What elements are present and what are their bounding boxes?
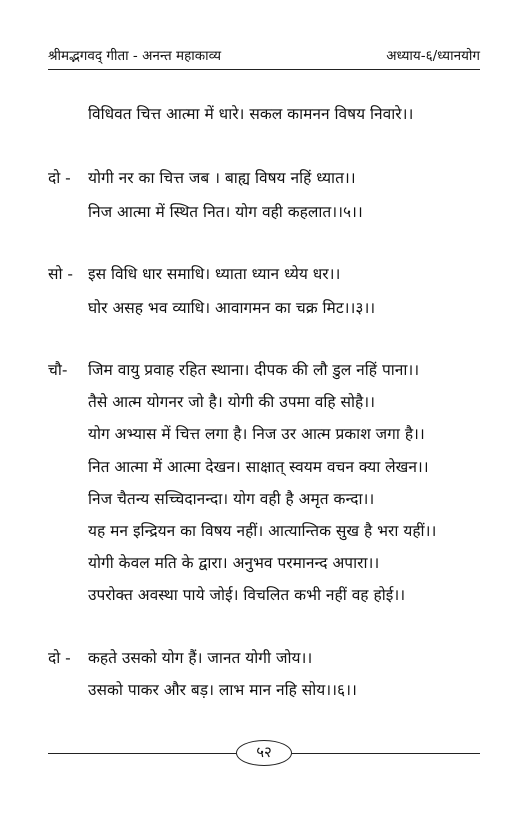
verse-text: निज चैतन्य सच्चिदानन्दा। योग वही है अमृत कन्दा।।	[88, 490, 375, 508]
verse-marker: सो -	[48, 265, 74, 283]
page-footer	[48, 740, 480, 768]
page-number: ५२	[236, 740, 292, 766]
verse-line	[0, 455, 528, 489]
verse-line	[0, 583, 528, 617]
verse-line	[0, 296, 528, 330]
verse-text: घोर असह भव व्याधि। आवागमन का चक्र मिट।।३।।	[88, 299, 376, 317]
verse-text: यह मन इन्द्रियन का विषय नहीं। आत्यान्तिक सुख है भरा यहीं।।	[88, 522, 437, 540]
verse-line	[0, 519, 528, 553]
verse-marker: चौ-	[48, 361, 68, 379]
page-header	[48, 40, 480, 70]
verse-text: उसको पाकर और बड़। लाभ मान नहि सोय।।६।।	[88, 681, 357, 699]
book-title: श्रीमद्भगवद् गीता - अनन्त महाकाव्य	[48, 48, 222, 64]
verse-text: जिम वायु प्रवाह रहित स्थाना। दीपक की लौ डुल नहिं पाना।।	[88, 361, 420, 379]
verse-marker: दो -	[48, 649, 71, 667]
verse-line	[0, 646, 528, 680]
verse-text: उपरोक्त अवस्था पाये जोई। विचलित कभी नहीं वह होई।।	[88, 586, 406, 604]
footer-divider-left	[48, 753, 236, 754]
verse-text: योगी नर का चित्त जब । बाह्य विषय नहिं ध्यात।।	[88, 169, 356, 187]
verse-line	[0, 390, 528, 424]
verse-line	[0, 422, 528, 456]
verse-line	[0, 678, 528, 712]
verse-text: तैसे आत्म योगनर जो है। योगी की उपमा वहि सोहै।।	[88, 393, 375, 411]
verse-line	[0, 551, 528, 585]
verse-line	[0, 262, 528, 296]
verse-line	[0, 200, 528, 234]
verse-marker: दो -	[48, 169, 71, 187]
verse-text: नित आत्मा में आत्मा देखन। साक्षात् स्वयम वचन क्या लेखन।।	[88, 458, 429, 476]
verse-text: कहते उसको योग हैं। जानत योगी जोय।।	[88, 649, 313, 667]
header-divider	[48, 69, 480, 70]
verse-line	[0, 166, 528, 200]
verse-text: योगी केवल मति के द्वारा। अनुभव परमानन्द अपारा।।	[88, 554, 380, 572]
verse-text: योग अभ्यास में चित्त लगा है। निज उर आत्म प्रकाश जगा है।।	[88, 425, 425, 443]
verse-text: इस विधि धार समाधि। ध्याता ध्यान ध्येय धर।।	[88, 265, 341, 283]
verse-text: निज आत्मा में स्थित नित। योग वही कहलात।।५।।	[88, 203, 363, 221]
verse-line	[0, 358, 528, 392]
verse-line	[0, 487, 528, 521]
chapter-title: अध्याय-६/ध्यानयोग	[386, 48, 480, 64]
verse-text: विधिवत चित्त आत्मा में धारे। सकल कामनन विषय निवारे।।	[88, 105, 414, 123]
footer-divider-right	[292, 753, 480, 754]
verse-line	[0, 102, 528, 136]
